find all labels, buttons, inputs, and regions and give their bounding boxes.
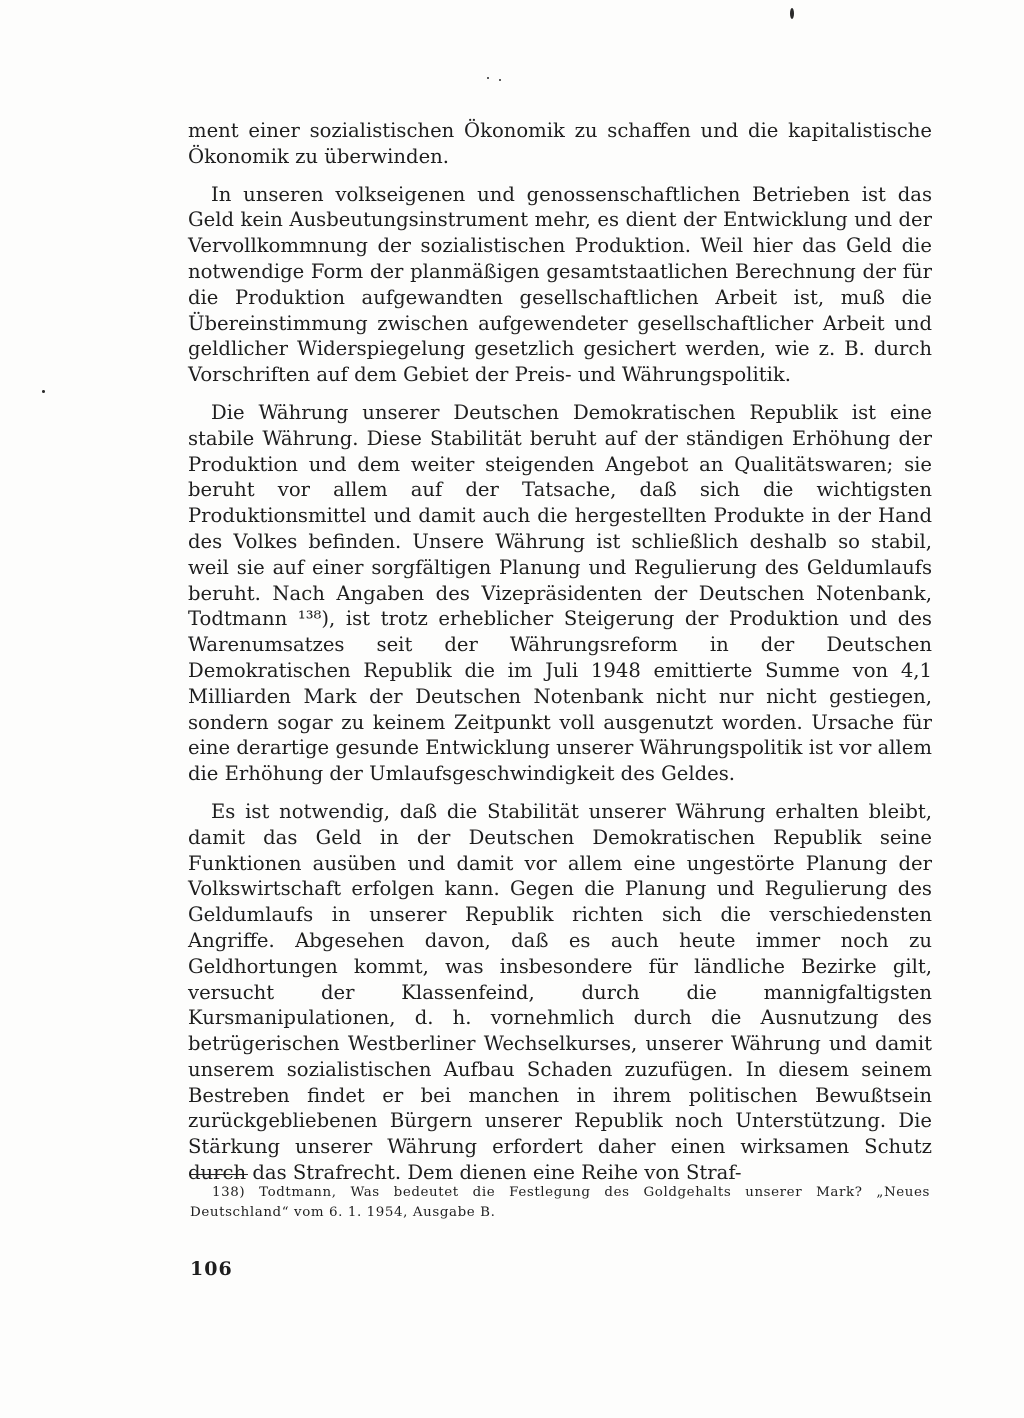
footnote	[190, 1183, 930, 1222]
scan-speck	[487, 77, 489, 79]
footnote-marker: 138)	[212, 1185, 246, 1200]
paragraph: Es ist notwendig, daß die Stabilität unserer Währung erhalten bleibt, damit das Geld in der Deutschen Demokratischen Republik seine Funktionen ausüben und damit vor allem eine ungestörte Planung der Volkswirtschaft erfolgen kann. Gegen die Planung und Regulierung des Geldumlaufs in unserer Republik richten sich die verschiedensten Angriffe. Abgesehen davon, daß es auch heute immer noch zu Geldhortungen kommt, was insbesondere für ländliche Bezirke gilt, versucht der Klassenfeind, durch die mannigfaltigsten Kursmanipulationen, d. h. vornehmlich durch die Ausnutzung des betrügerischen Westberliner Wechselkurses, unserer Währung und damit unserem sozialistischen Aufbau Schaden zuzufügen. In diesem seinem Bestreben findet er bei manchen in ihrem politischen Bewußtsein zurückgebliebenen Bürgern unserer Republik noch Unterstützung. Die Stärkung unserer Währung erfordert daher einen wirksamen Schutz durch das Strafrecht. Dem dienen eine Reihe von Straf-	[188, 799, 932, 1185]
body-text	[188, 118, 932, 1186]
footnotes	[190, 1183, 930, 1222]
scan-speck	[42, 390, 45, 393]
page-number: 106	[190, 1258, 233, 1280]
footnote-separator	[190, 1174, 248, 1175]
paragraph: Die Währung unserer Deutschen Demokratischen Republik ist eine stabile Währung. Diese Stabilität beruht auf der ständigen Erhöhung der Produktion und dem weiter steigenden Angebot an Qualitätswaren; sie beruht vor allem auf der Tatsache, daß sich die wichtigsten Produktionsmittel und damit auch die hergestellten Produkte in der Hand des Volkes befinden. Unsere Währung ist schließlich deshalb so stabil, weil sie auf einer sorgfältigen Planung und Regulierung des Geldumlaufs beruht. Nach Angaben des Vizepräsidenten der Deutschen Notenbank, Todtmann ¹³⁸), ist trotz erheblicher Steigerung der Produktion und des Warenumsatzes seit der Währungsreform in der Deutschen Demokratischen Republik die im Juli 1948 emittierte Summe von 4,1 Milliarden Mark der Deutschen Notenbank nicht nur nicht gestiegen, sondern sogar zu keinem Zeitpunkt voll ausgenutzt worden. Ursache für eine derartige gesunde Entwicklung unserer Währungspolitik ist vor allem die Erhöhung der Umlaufsgeschwindigkeit des Geldes.	[188, 400, 932, 786]
footnote-text: Todtmann, Was bedeutet die Festlegung des Goldgehalts unserer Mark? „Neues Deutschland“ vom 6. 1. 1954, Ausgabe B.	[190, 1185, 931, 1220]
paragraph: In unseren volkseigenen und genossenschaftlichen Betrieben ist das Geld kein Ausbeutungsinstrument mehr, es dient der Entwicklung und der Vervollkommnung der sozialistischen Produktion. Weil hier das Geld die notwendige Form der planmäßigen gesamtstaatlichen Berechnung der für die Produktion aufgewandten gesellschaftlichen Arbeit ist, muß die Übereinstimmung zwischen aufgewendeter gesellschaftlicher Arbeit und geldlicher Widerspiegelung gesetzlich gesichert werden, wie z. B. durch Vorschriften auf dem Gebiet der Preis- und Währungspolitik.	[188, 182, 932, 387]
scan-speck	[499, 79, 501, 81]
paragraph: ment einer sozialistischen Ökonomik zu schaffen und die kapitalistische Ökonomik zu überwinden.	[188, 119, 932, 168]
scan-speck	[790, 8, 794, 19]
